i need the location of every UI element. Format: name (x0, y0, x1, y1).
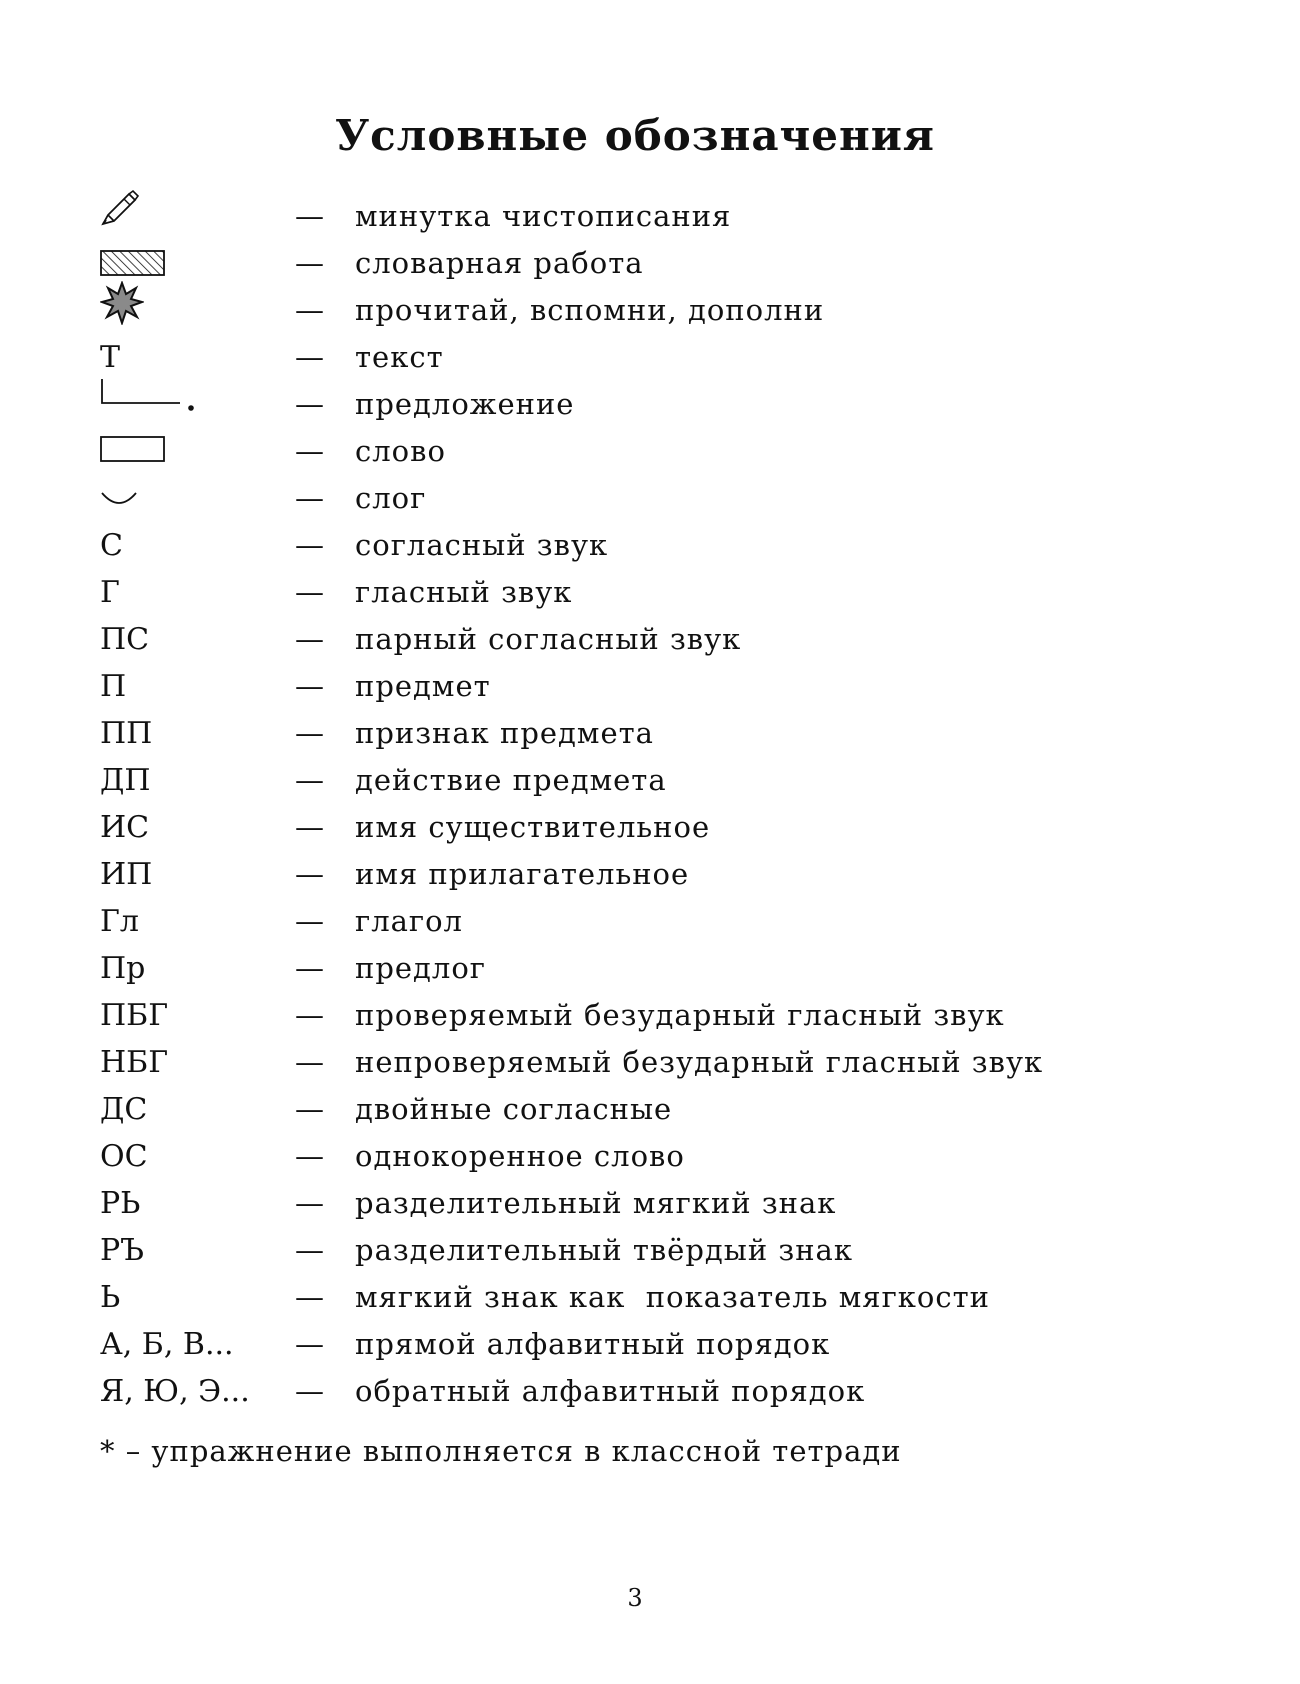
legend-symbol: ОС (100, 1139, 148, 1174)
legend-symbol: ПБГ (100, 998, 169, 1033)
legend-description: предложение (355, 387, 575, 421)
legend-symbol (100, 193, 290, 240)
legend-description: проверяемый безударный гласный звук (355, 998, 1005, 1032)
legend-dash: — (295, 1092, 324, 1126)
star-burst-icon (100, 281, 144, 325)
pen-nib-icon (100, 189, 140, 229)
legend-description: прочитай, вспомни, дополни (355, 293, 825, 327)
sentence-scheme-icon (100, 375, 200, 415)
legend-row (100, 804, 1100, 851)
legend-description: непроверяемый безударный гласный звук (355, 1045, 1044, 1079)
legend-symbol: НБГ (100, 1045, 169, 1080)
legend-symbol: РЬ (100, 1186, 141, 1221)
footnote: * – упражнение выполняется в классной тетради (100, 1434, 902, 1468)
legend-row (100, 616, 1100, 663)
legend-dash: — (295, 481, 324, 515)
legend-row (100, 193, 1100, 240)
legend-description: имя прилагательное (355, 857, 690, 891)
legend-dash: — (295, 716, 324, 750)
legend-description: слово (355, 434, 446, 468)
legend-dash: — (295, 246, 324, 280)
legend-dash: — (295, 904, 324, 938)
legend-row (100, 1227, 1100, 1274)
legend-row (100, 428, 1100, 475)
legend-dash: — (295, 528, 324, 562)
legend-dash: — (295, 1233, 324, 1267)
legend-symbol: Г (100, 575, 120, 610)
legend-dash: — (295, 387, 324, 421)
legend-description: действие предмета (355, 763, 667, 797)
legend-description: признак предмета (355, 716, 654, 750)
legend-row (100, 287, 1100, 334)
legend-description: гласный звук (355, 575, 573, 609)
legend-description: словарная работа (355, 246, 644, 280)
legend-symbol: ИП (100, 857, 153, 892)
legend-row (100, 1133, 1100, 1180)
legend-dash: — (295, 1374, 324, 1408)
legend-row (100, 1368, 1100, 1415)
legend-row (100, 945, 1100, 992)
legend-dash: — (295, 857, 324, 891)
legend-symbol: ИС (100, 810, 150, 845)
legend-symbol: Я, Ю, Э... (100, 1374, 250, 1409)
legend-dash: — (295, 1139, 324, 1173)
legend-symbol: РЪ (100, 1233, 145, 1268)
legend-symbol: Ь (100, 1280, 121, 1315)
legend-symbol: ПС (100, 622, 150, 657)
legend-description: имя существительное (355, 810, 711, 844)
legend-dash: — (295, 575, 324, 609)
legend-description: слог (355, 481, 427, 515)
legend-dash: — (295, 998, 324, 1032)
legend-symbol: А, Б, В... (100, 1327, 234, 1362)
legend-dash: — (295, 669, 324, 703)
legend-symbol: Пр (100, 951, 146, 986)
legend-row (100, 381, 1100, 428)
legend-dash: — (295, 1327, 324, 1361)
syllable-arc-icon (100, 487, 140, 517)
hatched-rectangle-icon (100, 249, 166, 279)
legend-dash: — (295, 434, 324, 468)
legend-row (100, 1086, 1100, 1133)
legend-symbol (100, 475, 290, 522)
legend-dash: — (295, 622, 324, 656)
legend-description: разделительный мягкий знак (355, 1186, 837, 1220)
legend-symbol: Гл (100, 904, 139, 939)
legend-symbol (100, 381, 290, 428)
legend-row (100, 569, 1100, 616)
legend-symbol (100, 428, 290, 475)
empty-rectangle-icon (100, 435, 166, 465)
legend-row (100, 1039, 1100, 1086)
legend-row (100, 710, 1100, 757)
legend-symbol: ДП (100, 763, 151, 798)
legend-description: минутка чистописания (355, 199, 732, 233)
legend-symbol: П (100, 669, 127, 704)
legend-symbol: С (100, 528, 123, 563)
legend-row (100, 1274, 1100, 1321)
legend-description: глагол (355, 904, 463, 938)
legend-row (100, 240, 1100, 287)
legend-row (100, 663, 1100, 710)
legend-description: парный согласный звук (355, 622, 742, 656)
legend-dash: — (295, 293, 324, 327)
legend-row (100, 475, 1100, 522)
legend-description: обратный алфавитный порядок (355, 1374, 866, 1408)
legend-row (100, 334, 1100, 381)
legend-dash: — (295, 199, 324, 233)
legend-row (100, 851, 1100, 898)
legend-dash: — (295, 951, 324, 985)
legend-description: однокоренное слово (355, 1139, 685, 1173)
legend-row (100, 1321, 1100, 1368)
legend-dash: — (295, 1045, 324, 1079)
legend-row (100, 898, 1100, 945)
legend-symbol (100, 240, 290, 287)
legend-symbol: ПП (100, 716, 153, 751)
legend-description: мягкий знак как показатель мягкости (355, 1280, 990, 1314)
legend-description: текст (355, 340, 444, 374)
legend-dash: — (295, 763, 324, 797)
legend-symbol (100, 287, 290, 334)
legend-description: предлог (355, 951, 486, 985)
legend-dash: — (295, 340, 324, 374)
legend-description: предмет (355, 669, 491, 703)
legend-description: прямой алфавитный порядок (355, 1327, 831, 1361)
legend-row (100, 992, 1100, 1039)
legend-description: согласный звук (355, 528, 609, 562)
legend-row (100, 522, 1100, 569)
legend-dash: — (295, 810, 324, 844)
page-number: 3 (627, 1584, 643, 1612)
legend-dash: — (295, 1280, 324, 1314)
legend-description: разделительный твёрдый знак (355, 1233, 853, 1267)
legend-row (100, 757, 1100, 804)
legend-symbol: Т (100, 340, 121, 375)
legend-list (100, 193, 1100, 1415)
legend-description: двойные согласные (355, 1092, 673, 1126)
legend-row (100, 1180, 1100, 1227)
legend-symbol: ДС (100, 1092, 148, 1127)
page-title: Условные обозначения (335, 111, 935, 160)
legend-dash: — (295, 1186, 324, 1220)
